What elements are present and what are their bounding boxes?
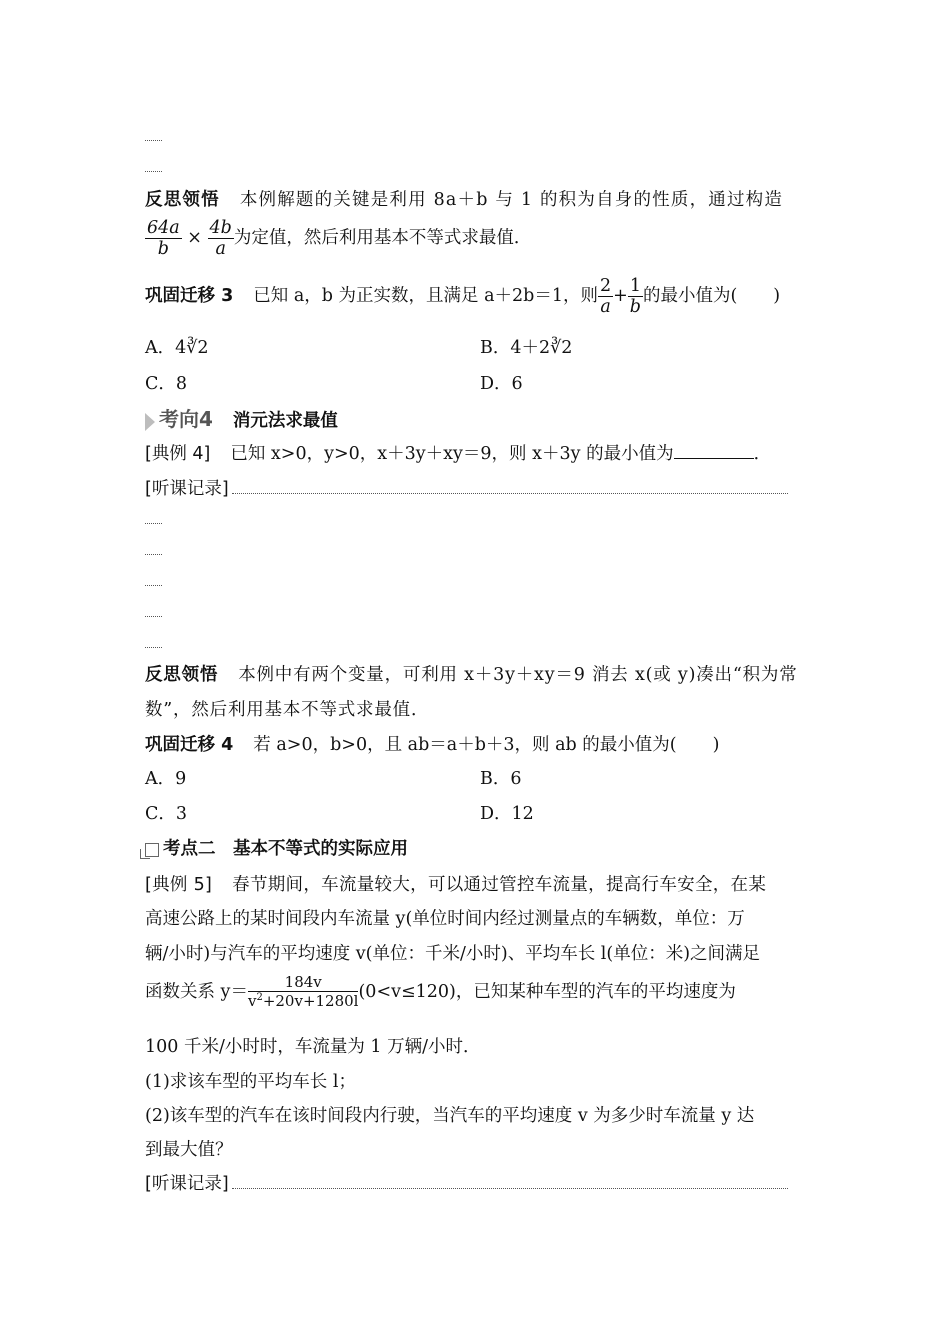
practice-label: 巩固迁移 4 <box>145 735 234 755</box>
question-1: (1)求该车型的平均车长 l； <box>145 1072 356 1092</box>
example-5-line5: 100 千米/小时时，车流量为 1 万辆/小时． <box>145 1037 481 1057</box>
reflection-label: 反思领悟 <box>145 665 219 685</box>
section-title: 消元法求最值 <box>232 411 338 431</box>
note-line <box>232 493 788 494</box>
fraction-64a-over-b: $\frac{64a}{b}$ <box>147 218 180 260</box>
section-box-icon <box>145 843 159 857</box>
option-c[interactable]: C．8 <box>145 374 188 394</box>
note-line <box>145 140 162 141</box>
option-d[interactable]: D．6 <box>480 374 523 394</box>
flow-formula-fraction: $\frac{184v}{v^2+20v+1280l}$ <box>247 973 359 1011</box>
note-line <box>145 523 162 524</box>
example-5-line3: 辆/小时)与汽车的平均速度 v(单位：千米/小时)、平均车长 l(单位：米)之间满足 <box>145 944 761 964</box>
fraction-2-over-a: $\frac{2}{a}$ <box>600 276 612 318</box>
example-4: [典例 4] 已知 x>0，y>0，x＋3y＋xy＝9，则 x＋3y 的最小值为 ． <box>145 440 771 465</box>
example-label: [典例 5] <box>145 875 213 895</box>
option-b[interactable]: B．4＋2∛2 <box>480 338 573 358</box>
section-title: 考点二 基本不等式的实际应用 <box>163 839 408 859</box>
reflection-3-line2: $\frac{64a}{b}$ × $\frac{4b}{a}$ 为定值，然后利用基本不等式求最值． <box>147 218 532 260</box>
example-5-line1: [典例 5] 春节期间，车流量较大，可以通过管控车流量，提高行车安全，在某 <box>145 875 767 895</box>
example-5-line4: 函数关系 y＝ $\frac{184v}{v^2+20v+1280l}$ (0<v≤120)，已知某种车型的汽车的平均速度为 <box>145 973 736 1011</box>
arrow-marker-icon <box>145 413 155 431</box>
option-a[interactable]: A．4∛2 <box>145 338 209 358</box>
fraction-1-over-b: $\frac{1}{b}$ <box>629 276 641 318</box>
note-line <box>145 554 162 555</box>
notes-label: [听课记录] <box>145 479 229 499</box>
reflection-label: 反思领悟 <box>145 190 220 210</box>
example-label: [典例 4] <box>145 444 211 464</box>
question-2-line1: (2)该车型的汽车在该时间段内行驶，当汽车的平均速度 v 为多少时车流量 y 达 <box>145 1106 755 1126</box>
notes-label: [听课记录] <box>145 1174 229 1194</box>
practice-4-question: 巩固迁移 4 若 a>0，b>0，且 ab＝a＋b＋3，则 ab 的最小值为( ) <box>145 735 720 755</box>
note-line <box>145 171 162 172</box>
note-line <box>145 616 162 617</box>
note-line <box>232 1188 788 1189</box>
section-header-4 <box>145 403 338 432</box>
reflection-4-line2: 数”，然后利用基本不等式求最值． <box>145 700 430 720</box>
question-2-line2: 到最大值？ <box>145 1140 233 1160</box>
option-d[interactable]: D．12 <box>480 804 534 824</box>
option-c[interactable]: C．3 <box>145 804 188 824</box>
section-tag: 考向4 <box>159 407 213 431</box>
note-line <box>145 585 162 586</box>
fraction-4b-over-a: $\frac{4b}{a}$ <box>209 218 232 260</box>
option-b[interactable]: B．6 <box>480 769 522 789</box>
section-header-point-2 <box>145 835 408 860</box>
answer-blank[interactable] <box>674 441 754 460</box>
option-a[interactable]: A．9 <box>145 769 187 789</box>
practice-label: 巩固迁移 3 <box>145 286 234 307</box>
example-5-line2: 高速公路上的某时间段内车流量 y(单位时间内经过测量点的车辆数，单位：万 <box>145 909 745 929</box>
reflection-4-line1: 反思领悟 本例中有两个变量，可利用 x＋3y＋xy＝9 消去 x(或 y)凑出“积为常 <box>145 665 798 685</box>
note-line <box>145 647 162 648</box>
reflection-3-line1: 反思领悟 本例解题的关键是利用 8a＋b 与 1 的积为自身的性质，通过构造 <box>145 190 784 210</box>
practice-3-question: 巩固迁移 3 已知 a，b 为正实数，且满足 a＋2b＝1，则 $\frac{2}{a}$ + $\frac{1}{b}$ 的最小值为( ) <box>145 276 781 318</box>
